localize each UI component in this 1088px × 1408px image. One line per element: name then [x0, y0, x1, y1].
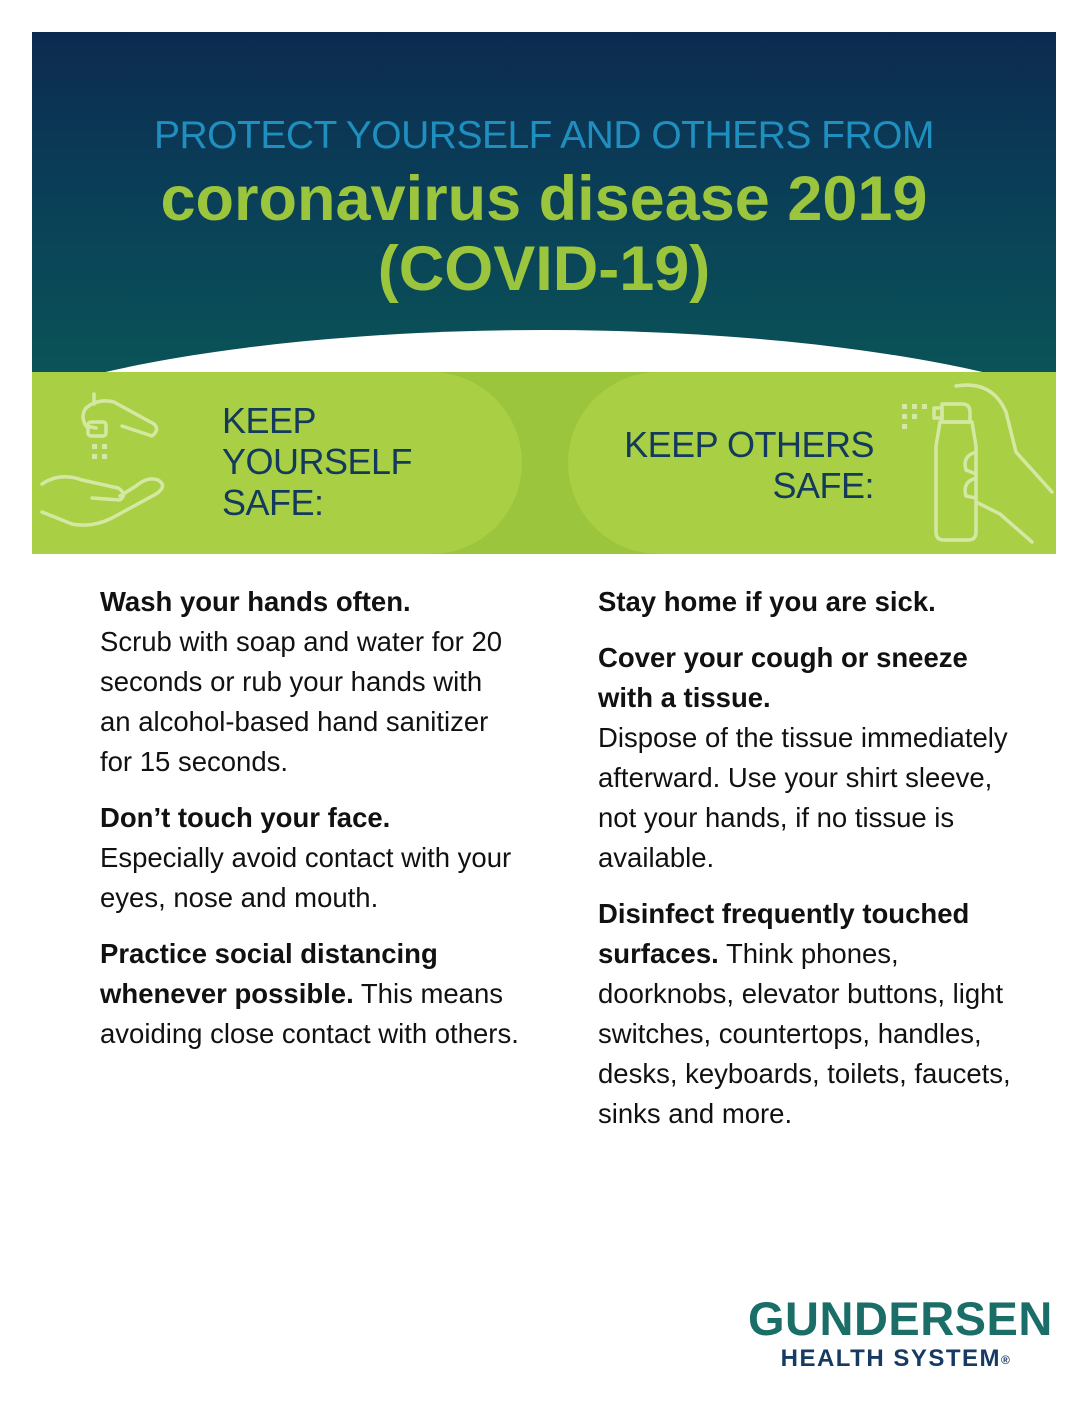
keep-yourself-safe-label — [222, 400, 412, 523]
section-band — [32, 372, 1056, 554]
header-banner — [32, 32, 1056, 372]
tip-item — [100, 934, 520, 1054]
label-line: KEEP — [222, 400, 317, 441]
header-arc — [32, 330, 1056, 372]
tip-item — [100, 798, 520, 918]
tip-body: Scrub with soap and water for 20 seconds or rub your hands with an alcohol-based hand sanitizer for 15 seconds. — [100, 626, 503, 777]
tip-body: Think phones, doorknobs, elevator buttons, light switches, countertops, handles, desks, keyboards, toilets, faucets, sinks and more. — [598, 938, 1011, 1129]
header-supertitle: PROTECT YOURSELF AND OTHERS FROM — [154, 114, 934, 157]
tip-heading: Stay home if you are sick. — [598, 586, 936, 617]
tip-heading: Wash your hands often. — [100, 586, 411, 617]
spray-disinfectant-icon — [896, 382, 1056, 547]
label-line: SAFE: — [222, 482, 324, 523]
label-line: SAFE: — [772, 465, 874, 506]
page-title — [32, 164, 1056, 304]
tip-body: This means avoiding close contact with others. — [100, 978, 519, 1049]
tip-item — [598, 582, 1018, 622]
logo-subtitle-text: HEALTH SYSTEM — [780, 1345, 1002, 1372]
tip-heading: Don’t touch your face. — [100, 802, 391, 833]
tip-heading: Practice social distancing whenever possible. — [100, 938, 438, 1009]
keep-yourself-safe-tips — [100, 582, 520, 1070]
title-line-1: coronavirus disease 2019 — [160, 164, 928, 234]
tip-item — [598, 638, 1018, 878]
handwashing-icon — [36, 386, 186, 536]
title-line-2: (COVID-19) — [377, 234, 711, 304]
tip-item — [100, 582, 520, 782]
label-line: KEEP OTHERS — [624, 424, 874, 465]
tip-body: Dispose of the tissue immediately afterward. Use your shirt sleeve, not your hands, if no tissue is available. — [598, 722, 1008, 873]
keep-others-safe-label — [592, 424, 874, 506]
keep-others-safe-tips — [598, 582, 1018, 1150]
tip-heading: Cover your cough or sneeze with a tissue. — [598, 642, 968, 713]
tip-heading: Disinfect frequently touched surfaces. — [598, 898, 970, 969]
label-line: YOURSELF — [222, 441, 413, 482]
gundersen-logo — [748, 1292, 1053, 1375]
logo-subtitle — [748, 1344, 1044, 1375]
tip-body: Especially avoid contact with your eyes, nose and mouth. — [100, 842, 512, 913]
tip-item — [598, 894, 1018, 1134]
registered-mark: ® — [1001, 1353, 1012, 1367]
logo-name: GUNDERSEN — [748, 1292, 1053, 1345]
